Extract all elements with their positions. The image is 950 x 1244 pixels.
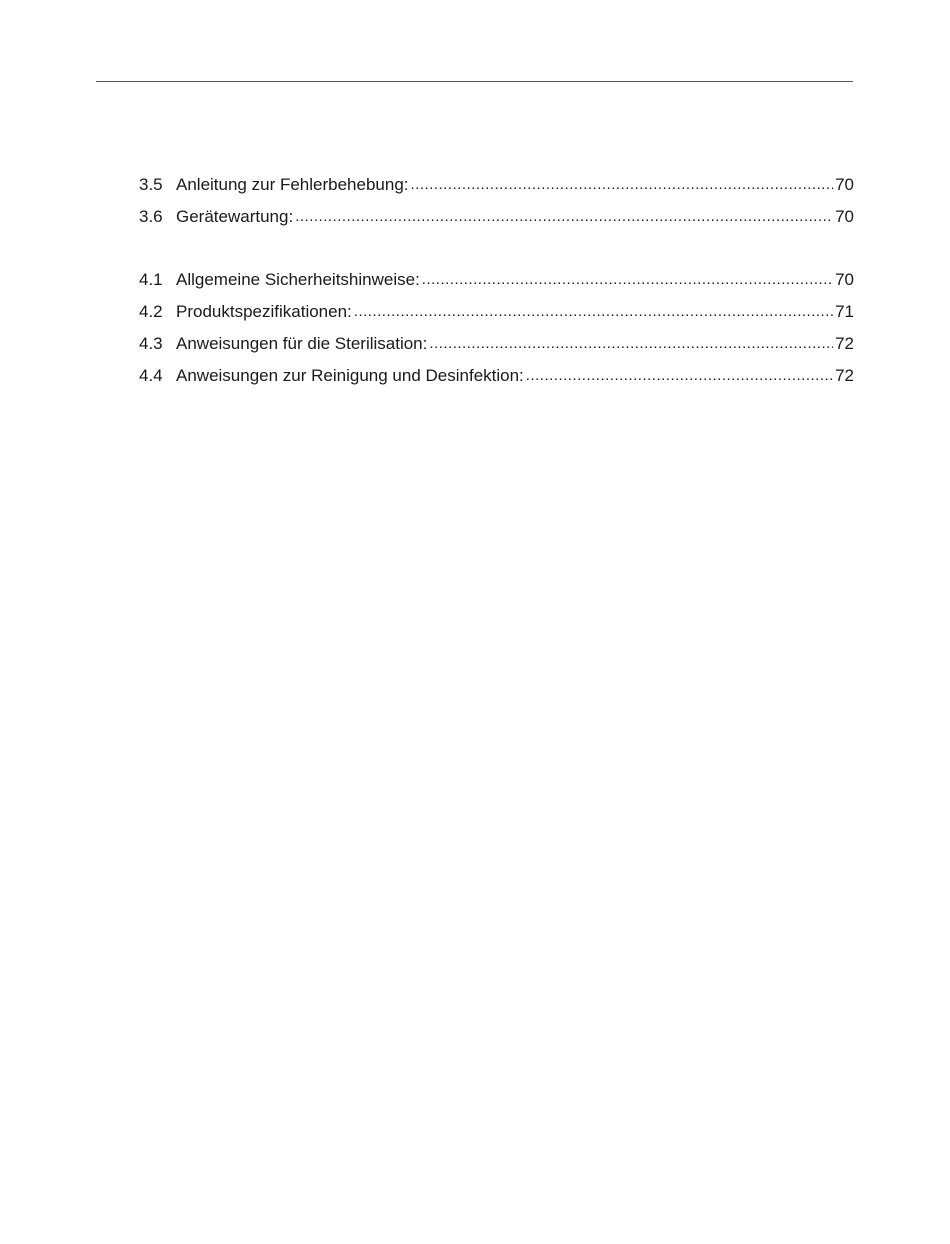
- table-of-contents: [139, 174, 854, 397]
- toc-dot-leader: [295, 205, 833, 228]
- toc-entry-title: Gerätewartung:: [176, 207, 294, 226]
- toc-entry-page: 72: [835, 334, 854, 353]
- toc-entry-title: Anweisungen für die Sterilisation:: [176, 334, 428, 353]
- toc-entry-number: 3.5: [139, 175, 163, 194]
- toc-entry[interactable]: [139, 174, 854, 206]
- toc-group-section-4: [139, 269, 854, 397]
- toc-entry-number: 4.4: [139, 366, 163, 385]
- toc-entry[interactable]: [139, 333, 854, 365]
- toc-dot-leader: [354, 300, 833, 323]
- toc-entry-number: 4.1: [139, 270, 163, 289]
- toc-entry[interactable]: [139, 301, 854, 333]
- toc-entry-page: 72: [835, 366, 854, 385]
- toc-entry-number: 4.2: [139, 302, 163, 321]
- toc-group-section-3: [139, 174, 854, 238]
- toc-entry[interactable]: [139, 269, 854, 301]
- toc-dot-leader: [411, 173, 834, 196]
- toc-entry-title: Produktspezifikationen:: [176, 302, 352, 321]
- toc-entry-title: Allgemeine Sicherheitshinweise:: [176, 270, 420, 289]
- toc-entry-page: 70: [835, 207, 854, 226]
- toc-entry-number: 3.6: [139, 207, 163, 226]
- toc-entry[interactable]: [139, 365, 854, 397]
- toc-entry-title: Anleitung zur Fehlerbehebung:: [176, 175, 409, 194]
- toc-dot-leader: [526, 364, 833, 387]
- toc-dot-leader: [422, 268, 833, 291]
- toc-entry-page: 70: [835, 270, 854, 289]
- toc-entry-page: 71: [835, 302, 854, 321]
- toc-entry[interactable]: [139, 206, 854, 238]
- toc-dot-leader: [429, 332, 833, 355]
- toc-entry-page: 70: [835, 175, 854, 194]
- toc-entry-title: Anweisungen zur Reinigung und Desinfektion:: [176, 366, 524, 385]
- header-rule: [96, 81, 853, 82]
- toc-entry-number: 4.3: [139, 334, 163, 353]
